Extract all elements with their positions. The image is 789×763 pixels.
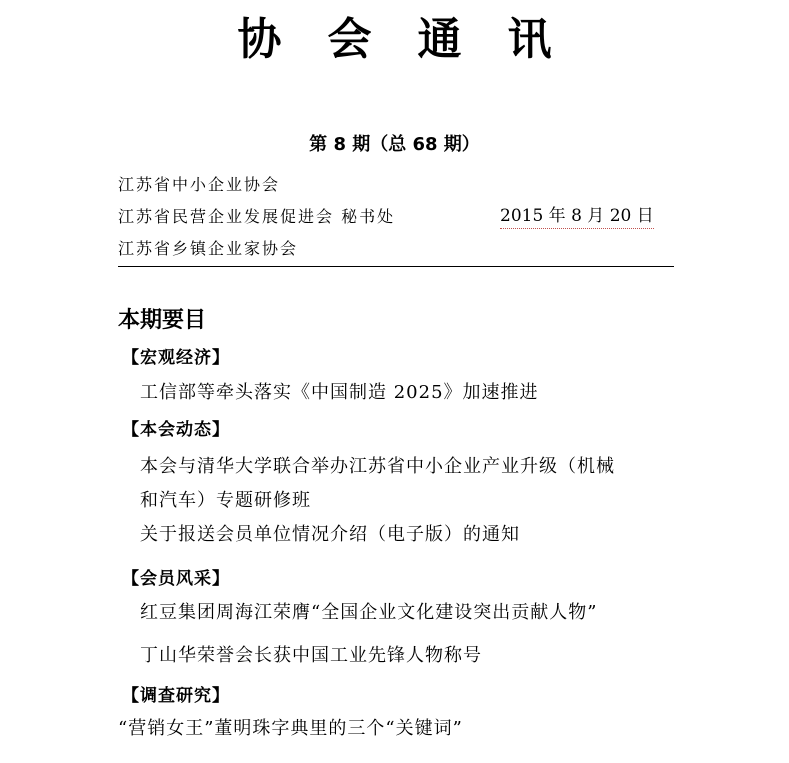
section-heading-macro-economy: 【宏观经济】 xyxy=(122,348,230,368)
issue-number: 第 8 期（总 68 期） xyxy=(309,134,480,155)
section-heading-member-showcase: 【会员风采】 xyxy=(122,569,230,589)
masthead-title: 协会通讯 xyxy=(237,14,598,65)
section-heading-association-news: 【本会动态】 xyxy=(122,420,230,440)
article-item: 红豆集团周海江荣膺“全国企业文化建设突出贡献人物” xyxy=(140,602,598,623)
article-item: “营销女王”董明珠字典里的三个“关键词” xyxy=(118,718,463,739)
org-name-1: 江苏省中小企业协会 xyxy=(118,175,281,194)
issue-date: 2015 年 8 月 20 日 xyxy=(500,205,654,229)
article-item: 本会与清华大学联合举办江苏省中小企业产业升级（机械 xyxy=(140,456,615,477)
article-item: 工信部等牵头落实《中国制造 2025》加速推进 xyxy=(140,382,539,403)
article-item-continued: 和汽车）专题研修班 xyxy=(140,490,311,511)
article-item: 关于报送会员单位情况介绍（电子版）的通知 xyxy=(140,524,520,545)
org-name-2: 江苏省民营企业发展促进会 秘书处 xyxy=(118,207,396,226)
contents-title: 本期要目 xyxy=(118,308,207,333)
article-item: 丁山华荣誉会长获中国工业先锋人物称号 xyxy=(140,645,482,666)
section-heading-research: 【调查研究】 xyxy=(122,686,230,706)
header-divider xyxy=(118,266,674,267)
org-name-3: 江苏省乡镇企业家协会 xyxy=(118,239,299,258)
